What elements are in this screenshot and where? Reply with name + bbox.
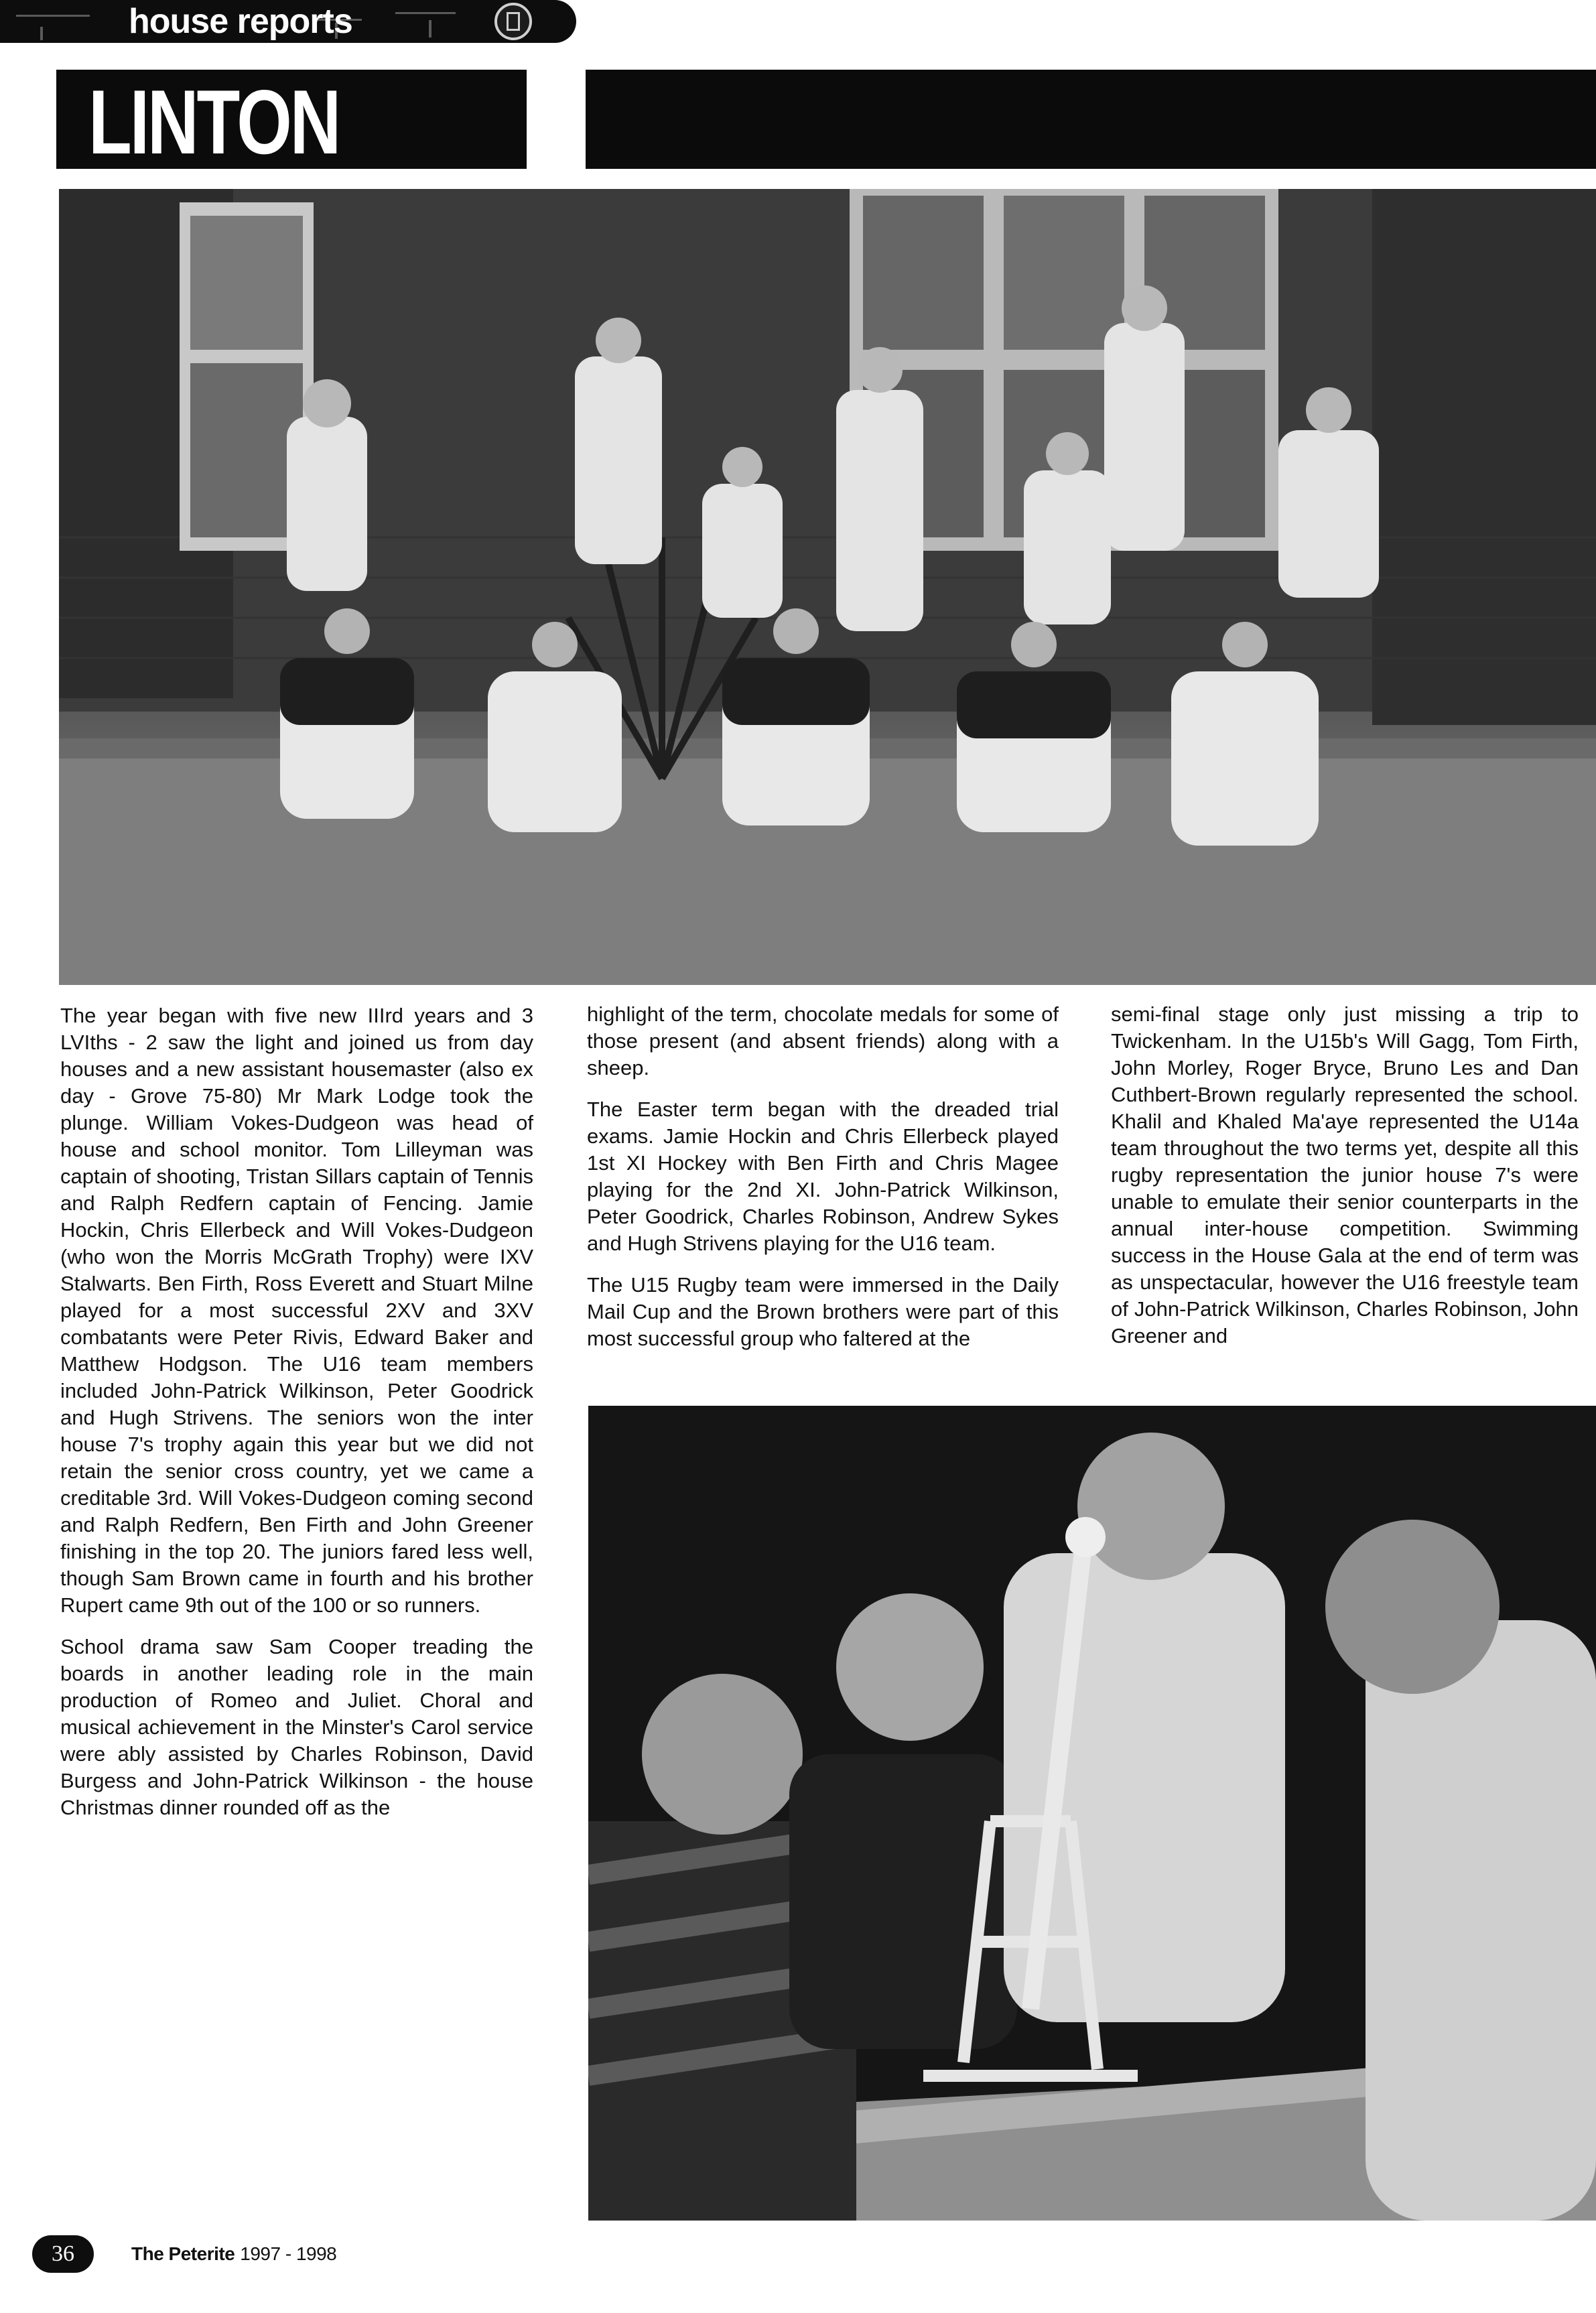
paragraph: semi-final stage only just missing a trip to Twickenham. In the U15b's Will Gagg, Tom Firth, John Morley, Roger Bryce, Bruno Les and Dan Cuthbert-Brown regularly represented the school. Khalil and Khaled Ma'aye represented the U14a team throughout the two terms yet, despite all this rugby representation the junior house 7's were unable to emulate their senior counterparts in the annual inter-house competition. Swimming success in the House Gala at the end of term was as unspectacular, however the U16 freestyle team of John-Patrick Wilkinson, Charles Robinson, John Greener and	[1111, 1002, 1579, 1347]
article-column-3	[1111, 1001, 1579, 1364]
publication-name	[131, 2241, 336, 2267]
paragraph: highlight of the term, chocolate medals for some of those present (and absent friends) along with a sheep.	[587, 1002, 1059, 1079]
team-photo-illustration	[59, 189, 1596, 985]
paragraph: School drama saw Sam Cooper treading the boards in another leading role in the main production of Romeo and Juliet. Choral and musical achievement in the Minster's Carol service were ably assisted by Charles Robinson, David Burgess and John-Patrick Wilkinson - the house Christmas dinner rounded off as the	[60, 1635, 533, 1819]
house-title-bar	[56, 70, 527, 173]
school-crest-icon	[494, 3, 532, 40]
paragraph: The Easter term began with the dreaded trial exams. Jamie Hockin and Chris Ellerbeck played 1st XI Hockey with Ben Firth and Chris Magee playing for the 2nd XI. John-Patrick Wilkinson, Peter Goodrick, Charles Robinson, Andrew Sykes and Hugh Strivens playing for the U16 team.	[587, 1098, 1059, 1255]
paragraph: The U15 Rugby team were immersed in the Daily Mail Cup and the Brown brothers were part of this most successful group who faltered at the	[587, 1273, 1059, 1350]
article-column-2	[587, 1001, 1059, 1367]
section-label: house reports	[129, 2, 352, 41]
page-number: 36	[32, 2235, 94, 2273]
article-column-1	[60, 1002, 533, 1836]
paragraph: The year began with five new IIIrd years and 3 LVIths - 2 saw the light and joined us from day houses and a new assistant housemaster (also ex day - Grove 75-80) Mr Mark Lodge took the plunge. William Vokes-Dudgeon was head of house and school monitor. Tom Lilleyman was captain of shooting, Tristan Sillars captain of Tennis and Ralph Redfern captain of Fencing. Jamie Hockin, Chris Ellerbeck and Will Vokes-Dudgeon (who won the Morris McGrath Trophy) were IXV Stalwarts. Ben Firth, Ross Everett and Stuart Milne played for a most successful 2XV and 3XV combatants were Peter Rivis, Edward Baker and Matthew Hodgson. The U16 team members included John-Patrick Wilkinson, Peter Goodrick and Hugh Strivens. The seniors won the inter house 7's trophy again this year but we did not retain the senior cross country, yet we came a creditable 3rd. Will Vokes-Dudgeon coming second and Ralph Redfern, Ben Firth and John Greener finishing in the top 20. The juniors fared less well, though Sam Brown came in fourth and his brother Rupert came 9th out of the 100 or so runners.	[60, 1004, 533, 1617]
team-group-photo	[59, 189, 1596, 985]
catapult-model-photo	[588, 1406, 1596, 2221]
publication-years: 1997 - 1998	[240, 2243, 337, 2264]
section-header	[0, 0, 576, 43]
workshop-photo-illustration	[588, 1406, 1596, 2221]
publication-title: The Peterite	[131, 2243, 235, 2264]
page-title: LINTON	[88, 71, 340, 173]
decorative-banner	[586, 70, 1596, 169]
